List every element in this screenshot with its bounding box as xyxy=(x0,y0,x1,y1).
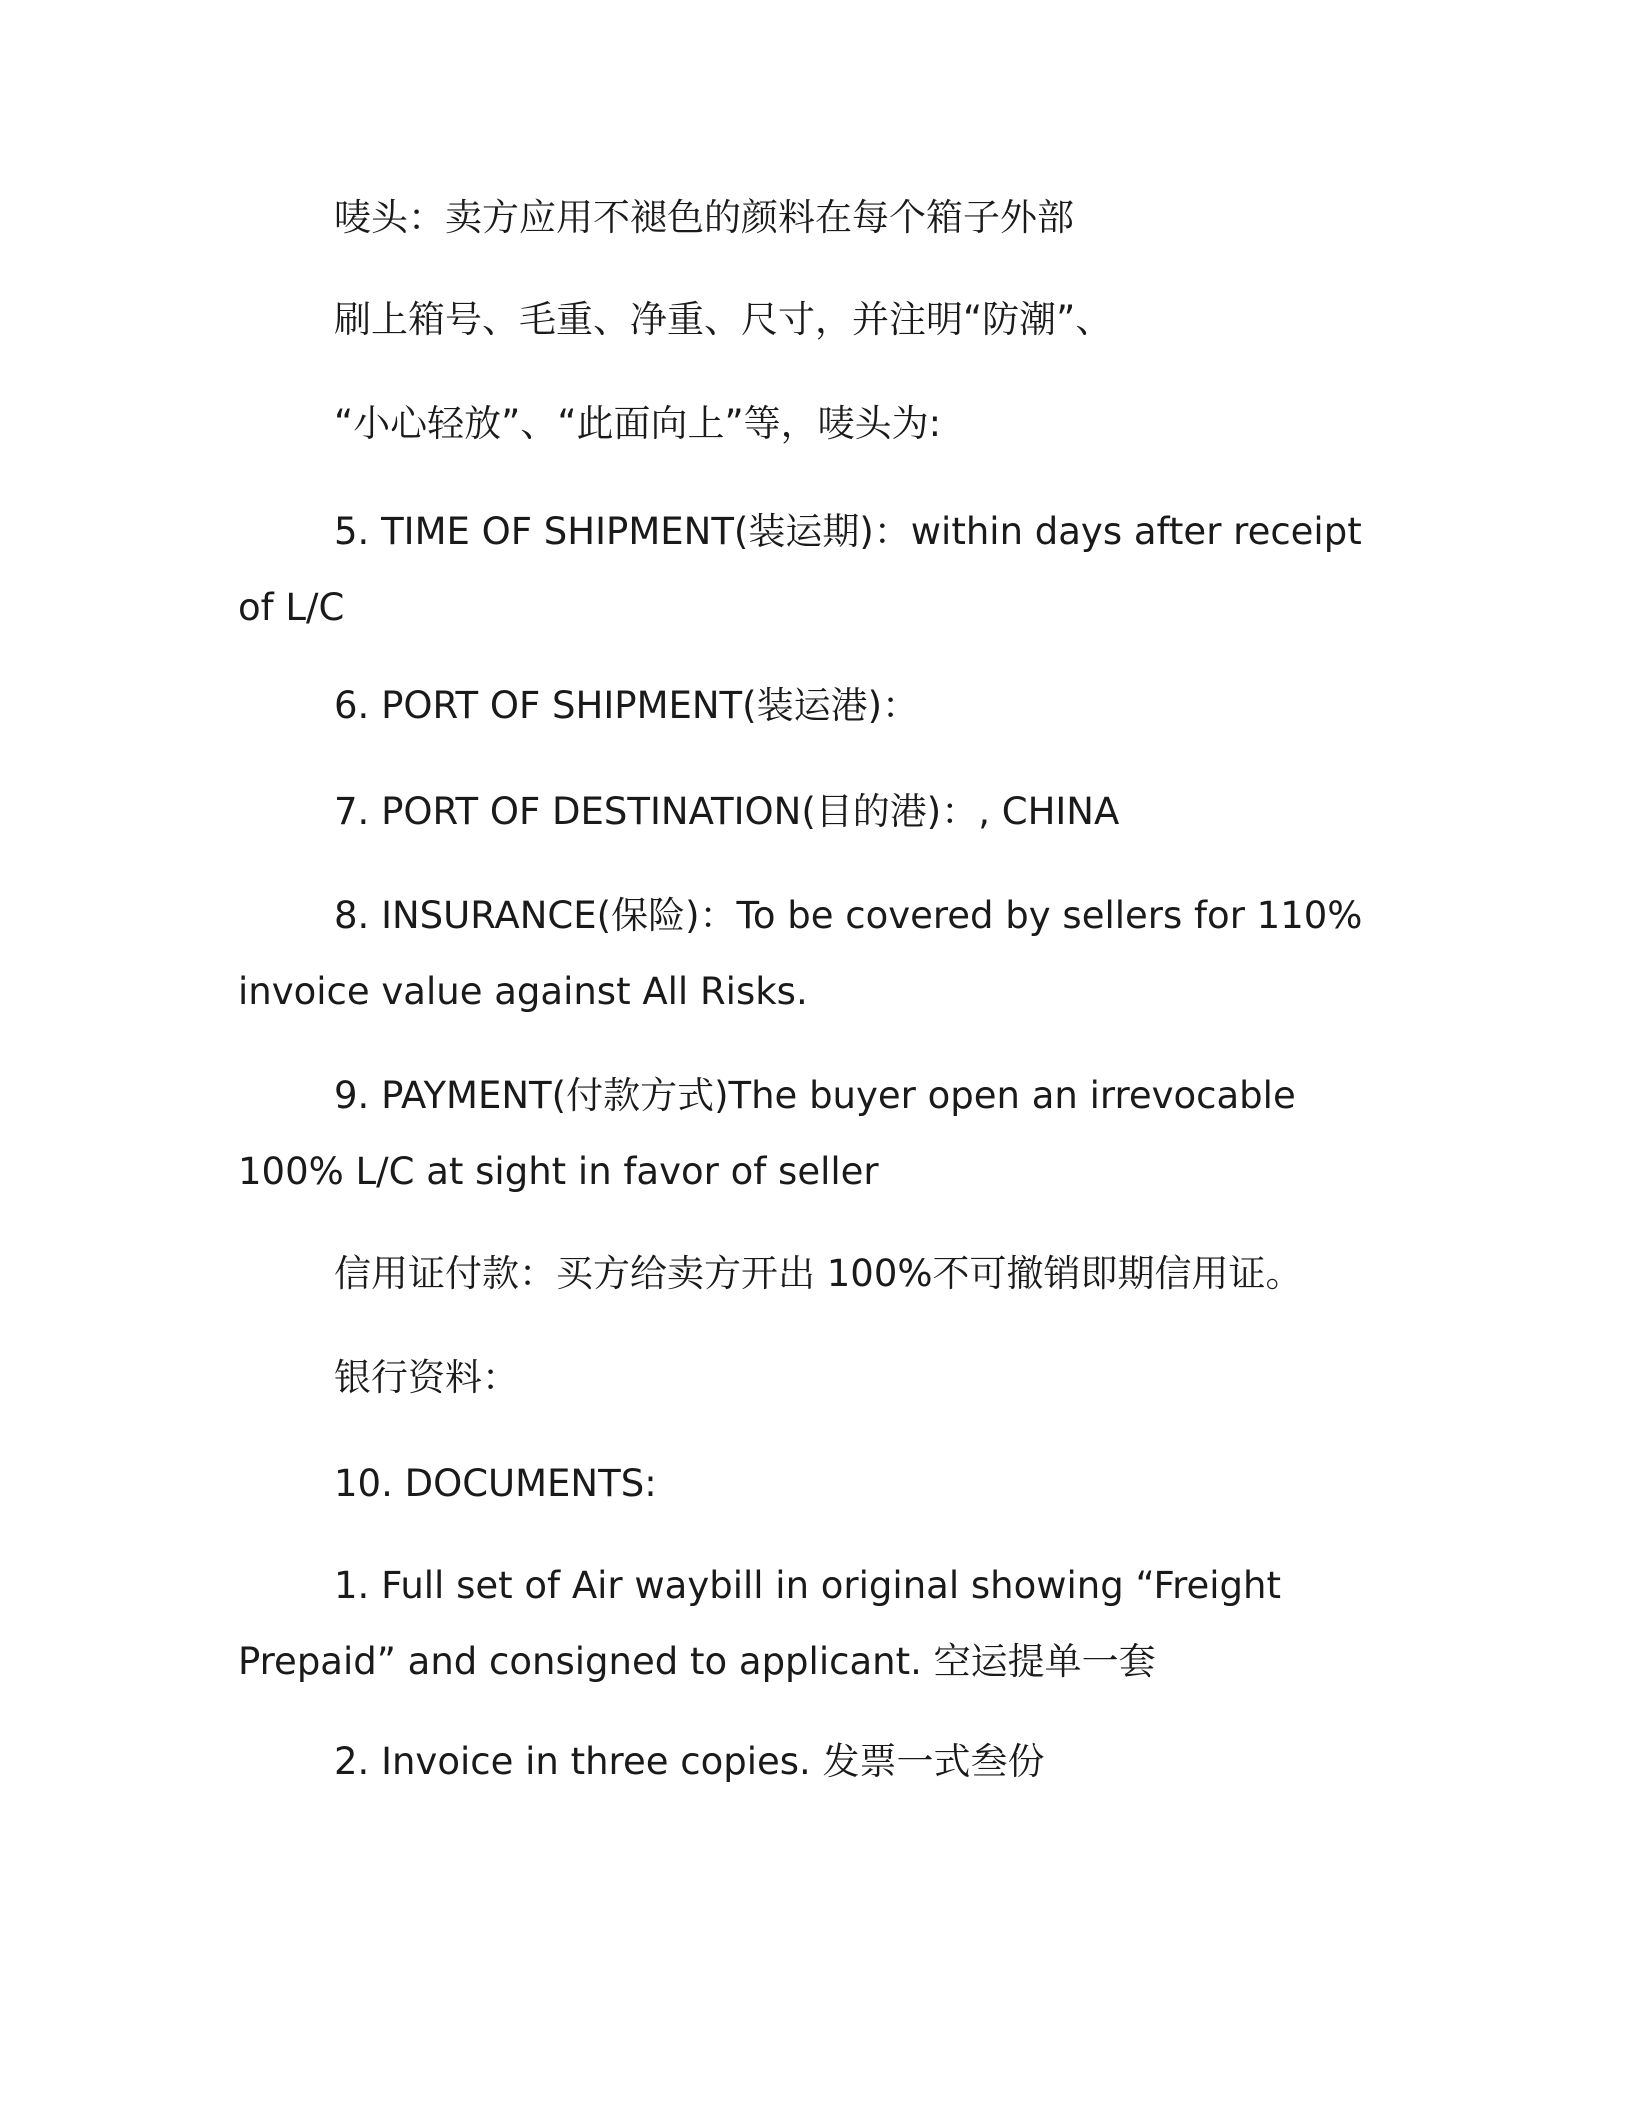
documents-item-1: 1. Full set of Air waybill in original showing “Freight Prepaid” and consigned to applicant. 空运提单一套 xyxy=(238,1564,1281,1683)
bank-info-label: 银行资料： xyxy=(334,1356,519,1399)
time-of-shipment: 5. TIME OF SHIPMENT(装运期)：within days after receipt of L/C xyxy=(238,510,1362,629)
lc-payment-note: 信用证付款：买方给卖方开出 100%不可撤销即期信用证。 xyxy=(334,1252,1303,1295)
port-of-destination: 7. PORT OF DESTINATION(目的港)：, CHINA xyxy=(334,790,1120,833)
port-of-shipment: 6. PORT OF SHIPMENT(装运港)： xyxy=(334,684,920,727)
marking-line-1: 唛头：卖方应用不褪色的颜料在每个箱子外部 xyxy=(334,196,1074,239)
marking-line-3: “小心轻放”、“此面向上”等，唛头为: xyxy=(334,402,942,445)
documents-heading: 10. DOCUMENTS: xyxy=(334,1462,657,1505)
payment: 9. PAYMENT(付款方式)The buyer open an irrevocable 100% L/C at sight in favor of seller xyxy=(238,1074,1296,1193)
documents-item-2: 2. Invoice in three copies. 发票一式叁份 xyxy=(334,1740,1045,1783)
marking-line-2: 刷上箱号、毛重、净重、尺寸，并注明“防潮”、 xyxy=(334,298,1113,341)
insurance: 8. INSURANCE(保险)：To be covered by sellers for 110% invoice value against All Risks. xyxy=(238,894,1363,1013)
